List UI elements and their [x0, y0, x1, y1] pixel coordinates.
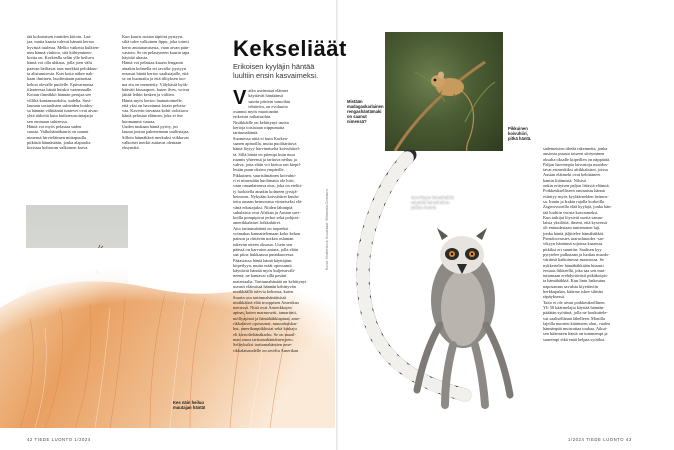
text-line: sen käärmeen häntä on tummempi ja	[543, 331, 608, 337]
text-line: Pikkuinen, suurisilmäinen koivuhii-	[233, 172, 297, 178]
text-line: kehon olevalle puolelle. Epävarmassa	[27, 81, 94, 87]
text-line: heimoon. Nykyään koivuhiiret kuulu-	[233, 193, 300, 199]
text-line: vänä edustajaksi. Niiden lähimpiä	[233, 204, 293, 210]
text-line: sa hännän välittämät tuntevet ovat aivan	[27, 108, 98, 114]
text-line: yhtä tärkeitä kuin kuilaiesosointajarja	[27, 113, 93, 119]
text-line: ta alistumisesta. Kun kotta näkee nak-	[27, 71, 94, 77]
text-line: valkoiset merkit auttavat olemaan	[122, 139, 182, 145]
right-col-lines	[543, 146, 645, 342]
text-line: ma etu on menetetty. Välykästä hyök-	[122, 81, 189, 87]
text-line: möllyapinat ja hämähäkkiapinat, ame-	[233, 315, 301, 321]
text-line: tukevan otteen oksasta. Usein sen	[233, 241, 293, 247]
text-line: metsissä. Niitä ovat Amerikkojen	[233, 305, 292, 311]
text-line: tarttumahäntä.	[233, 130, 259, 136]
middle-col-lines	[233, 88, 323, 353]
text-line: pitkiksi eri suuntiin. Saalisen kyy	[543, 246, 602, 252]
text-line: Häntä voi pelastaa kaurin lenganin	[122, 60, 183, 66]
text-line: se on huomattu ja että tilityksen tuo-	[122, 76, 187, 82]
text-line: Häntä myös kertoo laumatoimelle,	[122, 97, 183, 103]
left-col1-lines	[27, 34, 113, 151]
text-line: väritnsä katkoinessa maastossa. Se	[543, 257, 604, 263]
text-line: saa pitoa liukkaassa puunkuoressa.	[233, 252, 295, 258]
text-line: suurempi eikä enää kelpaa syötiksi.	[543, 336, 606, 342]
text-line: mm hännä viuhtoo, sitä kiihtyminen-	[27, 49, 92, 55]
text-line: tilanteessa häntä huiskii vaaemmalle.	[27, 86, 93, 92]
text-line: vaa. Kaverin tarvanaa kohti oolottava	[122, 108, 188, 114]
birch-mouse-illustration	[385, 32, 503, 151]
page-gutter	[336, 0, 338, 450]
text-line: tavat esimerkiksi afrikkalaiset, joissa	[543, 167, 608, 173]
text-line: nykkertelee hämähäkkiään hitaasti	[543, 262, 604, 268]
ring-tailed-lemur-photo	[345, 150, 535, 422]
text-line: Kun tutkijat löysivät useita samar-	[543, 214, 604, 220]
text-line: häntä voi olla uhkaus, jolla joen välit	[27, 60, 92, 66]
text-line: amerikkalaiset loikkahiiret.	[233, 220, 282, 226]
text-line: oli entuudestaan tuntematon laji,	[543, 225, 601, 231]
text-line: sen ominaan suhteessa.	[27, 118, 68, 124]
text-line: ty luokitella ainakin kolmeen jyrsijä-	[233, 188, 298, 194]
text-line: erikoisin ratkaisuihin.	[233, 114, 272, 120]
text-line: Pääasiassa häntä häntä käyttäjäns	[233, 257, 292, 263]
mouse-caption-left: Mistään madagaskarlainen rengashäntämaki on saanut nimensä?	[347, 99, 384, 125]
text-line: vat saalisellännä lähelleen. Monilla	[543, 315, 605, 321]
left-text-column-1	[27, 34, 113, 159]
text-line: että yksi on havainnut lotain pelotta-	[122, 102, 187, 108]
text-line: ruumis yhteensä ja tarttuva neiluu ja	[233, 156, 297, 162]
text-line: osannut myös muotoaniin	[233, 109, 279, 115]
text-line: Poikkeukselliseen ominaistu hännä	[543, 188, 605, 194]
text-line: tuttamaan erehdyttävästi pitkäkoipis-	[543, 273, 609, 279]
text-line: nisäkkäällä tulevia kehonsa, kuten	[233, 289, 294, 295]
text-line: kaan ilmiinen, huolimttaan painottaa	[27, 76, 92, 82]
text-line: vikyyn häntänsä sojottaa kaaressa	[543, 241, 603, 247]
folio-right: 1/2024 TIEDE LUONTO 43	[568, 437, 632, 442]
text-line: naposaman savulsta kiyettäviin	[543, 283, 598, 289]
text-line: lauma joutuu pakenemaan saaliistajaa.	[122, 129, 190, 135]
text-line: lauman sosiaalisten suhteiden hoidos-	[27, 102, 94, 108]
text-line: aiko useimmat eläimet	[248, 88, 289, 93]
text-line: painon ja riittävän notkea oslaman	[233, 236, 294, 242]
text-line: nimensä hirvieläimen mittapuulla	[27, 134, 87, 140]
left-col2-lines	[122, 34, 210, 151]
text-line: Silloin hännäkkeä merkuksi viikkuvat	[122, 134, 189, 140]
text-line: onkin erityisen paljon liitäviä eläimiä.	[543, 183, 610, 189]
text-line: Paljon harvempia latvustoja muodos-	[543, 161, 609, 167]
text-line: Nisäkkäille on kehittynyt useita	[233, 119, 289, 125]
text-line: lesiän puun oksien ympärille.	[233, 167, 285, 173]
lemur-caption: Sarvikyyn hämähäkki näyttää hämähäkin- pitkän häntä.	[411, 195, 454, 211]
text-line: kiipeilyyn, mutta eräät opossumit	[233, 262, 292, 268]
text-line: päässä on karvaton antura, jolla eläin	[233, 246, 299, 252]
text-line: Suomessa niitä ei kuin Korkea-	[233, 135, 289, 141]
folio-left: 42 TIEDE LUONTO 1/2024	[27, 437, 91, 442]
text-line: koilla pompipivat jerboi sekä pohjois-	[233, 215, 300, 221]
right-text-column	[543, 146, 645, 431]
text-line: vastoin. Se on pelastyneen kaurin tapa	[122, 49, 190, 55]
text-line: voimakas kannattelemaan koko kehon	[233, 231, 301, 237]
text-line: Selityksiksi tarttumahäntien ame-	[233, 342, 293, 348]
text-line: ansiosta puusta toiseen siirtyminen	[543, 151, 605, 157]
text-line: noussut häntä kertoo saalistajalle, että	[122, 71, 189, 77]
text-line: häntä löytyy harvinaiselta koivuhiirel-	[233, 146, 301, 152]
text-line: käyttävät häntäänsä	[248, 93, 283, 99]
text-line: rikkalaiset opossumit, muurahaiskar-	[233, 321, 298, 327]
text-line: kerro antautumisesta, vaan aivan päin-	[122, 44, 190, 50]
birch-mouse-photo	[385, 32, 503, 151]
lemur-illustration	[345, 150, 535, 422]
text-line: rikkalaisuudelle on arveltu Amerikan	[233, 347, 299, 353]
text-line: häntä pelastaa eläimen, joka ei itse	[122, 113, 183, 119]
text-line: pääätän syöttinä, jolla ne houkuttele-	[543, 310, 608, 316]
text-line: eksymätä.	[122, 145, 140, 151]
drop-cap: V	[233, 88, 247, 109]
text-line: koristaa hohtavan valkoinen karva.	[27, 145, 89, 151]
text-line: ta hämähäkkiä. Kun lintu laskeutuu	[543, 278, 606, 284]
text-line: hyvästä tuulesta. Melko vaikeita kulkien-	[27, 44, 100, 50]
text-line: räpäyksessä.	[543, 294, 566, 300]
text-line: oksalta oksalle kiipeillen on näppärää.	[543, 156, 611, 162]
fur-caption: Kes näin heiluu muutajan häntä!	[173, 400, 206, 411]
text-line: materiaalia. Tarttumahäntää on kehittynyt	[233, 278, 307, 284]
text-line: man ainoa tarttumahäntäinen peto.	[233, 336, 294, 342]
text-line: vaan omanlaisensa otus, joka on eteltti-	[233, 183, 303, 189]
text-line: tä. Sillä häntä on pitempi kuin muu	[233, 151, 295, 157]
text-line: vahva, jotta eläin voi kietoa sen kiepil-	[233, 162, 302, 168]
left-text-column-2	[122, 34, 210, 159]
text-line: kantin liitämistä. Nilsisä	[543, 177, 586, 183]
text-line: nisäkkäistä elää trooppisen Amerikan	[233, 299, 299, 305]
text-line: Uuden mukaan häntä pyrity, jos	[122, 124, 178, 130]
text-line: lajeilla nuorten käärmeen ohut, vaalea	[543, 320, 610, 326]
text-line: villiltä kantamuodolta, sudelta. Susi-	[27, 97, 92, 103]
text-line: tää kokonaisen tuntiden kiitoin. Laa-	[27, 34, 92, 39]
text-line: saaren apinoilla, mutta puolitarttuva	[233, 140, 297, 146]
text-line: jättää leikin kesken ja viiliien.	[122, 92, 175, 98]
text-line: jonka häntä jäljittelee hämähäkkiä.	[543, 230, 605, 236]
text-line: eli kiertoliehänäkarhu. Se on maail-	[233, 331, 296, 337]
text-line: käyttävät häntää myös kuljetusväli-	[233, 268, 296, 274]
image-credit: Kuvat: Shutterstock, Kuvakkaat: Wikimedia Commons	[325, 188, 329, 270]
text-line: häyttää uhasta.	[122, 55, 149, 61]
middle-text-column	[233, 88, 323, 428]
text-line: Pseudocerastes urarachnoides -sar-	[543, 236, 605, 242]
text-line: sademetsien tiheää rakennetta, jonka	[543, 146, 608, 151]
mouse-caption-right: Pikkuinen koivuhiiri, pitkä häntä.	[508, 126, 532, 142]
text-line: Aito tarttumahäntä on tarpeeksi	[233, 225, 289, 231]
text-line: Aasian eläimekt ovat kehittäneet	[543, 172, 601, 178]
text-line: hännänpää muistuttaa toukaa. Aikui-	[543, 326, 608, 332]
text-line: ri ei nimestään huolimatta ole hiiri,	[233, 178, 295, 184]
text-line: Zagrosvuorilla elää kyylajä, jonka hän-	[543, 204, 612, 210]
text-line: suurin piirtein samoihin	[248, 98, 291, 104]
text-line: apinat, kuten marmosetit, tamariinit,	[233, 310, 297, 316]
text-line: pyrytelee pulkutaan ja luottaa muodo-	[543, 251, 610, 257]
text-line: tehtäviin, on evoluutio	[248, 103, 288, 109]
text-line: useasti eläimissä hännän kehittyvän	[233, 283, 296, 289]
text-line: neenä: ne kantavat sillä pesäni	[233, 273, 287, 279]
text-line: kertoja toisistaan riippumatta	[233, 125, 285, 131]
text-line: huomannut vaaraa.	[122, 118, 156, 124]
text-line: laisia yksilöitä, ilmeni, että kyseessä	[543, 220, 607, 226]
text-line: Koiran ilmeäkkö hännän perujaa see	[27, 92, 92, 98]
article-lead: Erikoisen kyyläjin häntää luultiin ensin kasvaimeksi.	[233, 62, 319, 80]
text-line: ainakin kolmella eri tavalla: pystyyn	[122, 65, 187, 71]
text-line: siltä tulee valkoinen lippu, joka toimii	[122, 39, 189, 45]
text-line: suusta. Valkohäntäkauris on saanut	[27, 129, 89, 135]
text-line: Yli 50 käärmelajia käyttää hännän-	[543, 304, 605, 310]
text-line: kääväit kiusaapoet, kuten ilves, voivat	[122, 86, 190, 92]
text-line: paavan heiltavat taas merkkiä pelokkuu-	[27, 65, 98, 71]
text-line: jaa, mutta kaarta tulevat hännät kertoo	[27, 39, 95, 45]
text-line: herkkupalan, käärme iskee silmän	[543, 289, 603, 295]
text-line: Häntä voi myös pelastaa suden	[27, 124, 82, 130]
text-line: tettu omaan heimoonsa viimeiseksi elä-	[233, 199, 303, 205]
text-line: koitta on. Korkealla selän ylle heiluva	[27, 55, 94, 61]
text-line: sukulaisia ovat Afrikan ja Aasian savi-	[233, 209, 301, 215]
text-line: hut, amerikanpiikkisiat sekä kinkaju	[233, 326, 297, 332]
text-line: pitkästä hännästään, jonka alapuolta	[27, 139, 91, 145]
article-title: Kekseliäät	[233, 36, 347, 61]
text-line: Taito ei ole aivan poikkeuksellinen.	[543, 299, 606, 305]
text-line: sa. Iranin ja Irakin rajalla korkeilla	[543, 198, 604, 204]
text-line: eestaas liikkeellä, joka saa sen mui-	[543, 267, 606, 273]
text-line: Kun kauris nostaa täpöisä pystyyn,	[122, 34, 184, 39]
text-line: Suurin osa tarttumahäntäisistä	[233, 294, 286, 300]
text-line: esiintyy myös kyyläärnelden heimos-	[543, 193, 609, 199]
text-line: tää luultiin vuosia kasvaimeksi.	[543, 209, 599, 215]
